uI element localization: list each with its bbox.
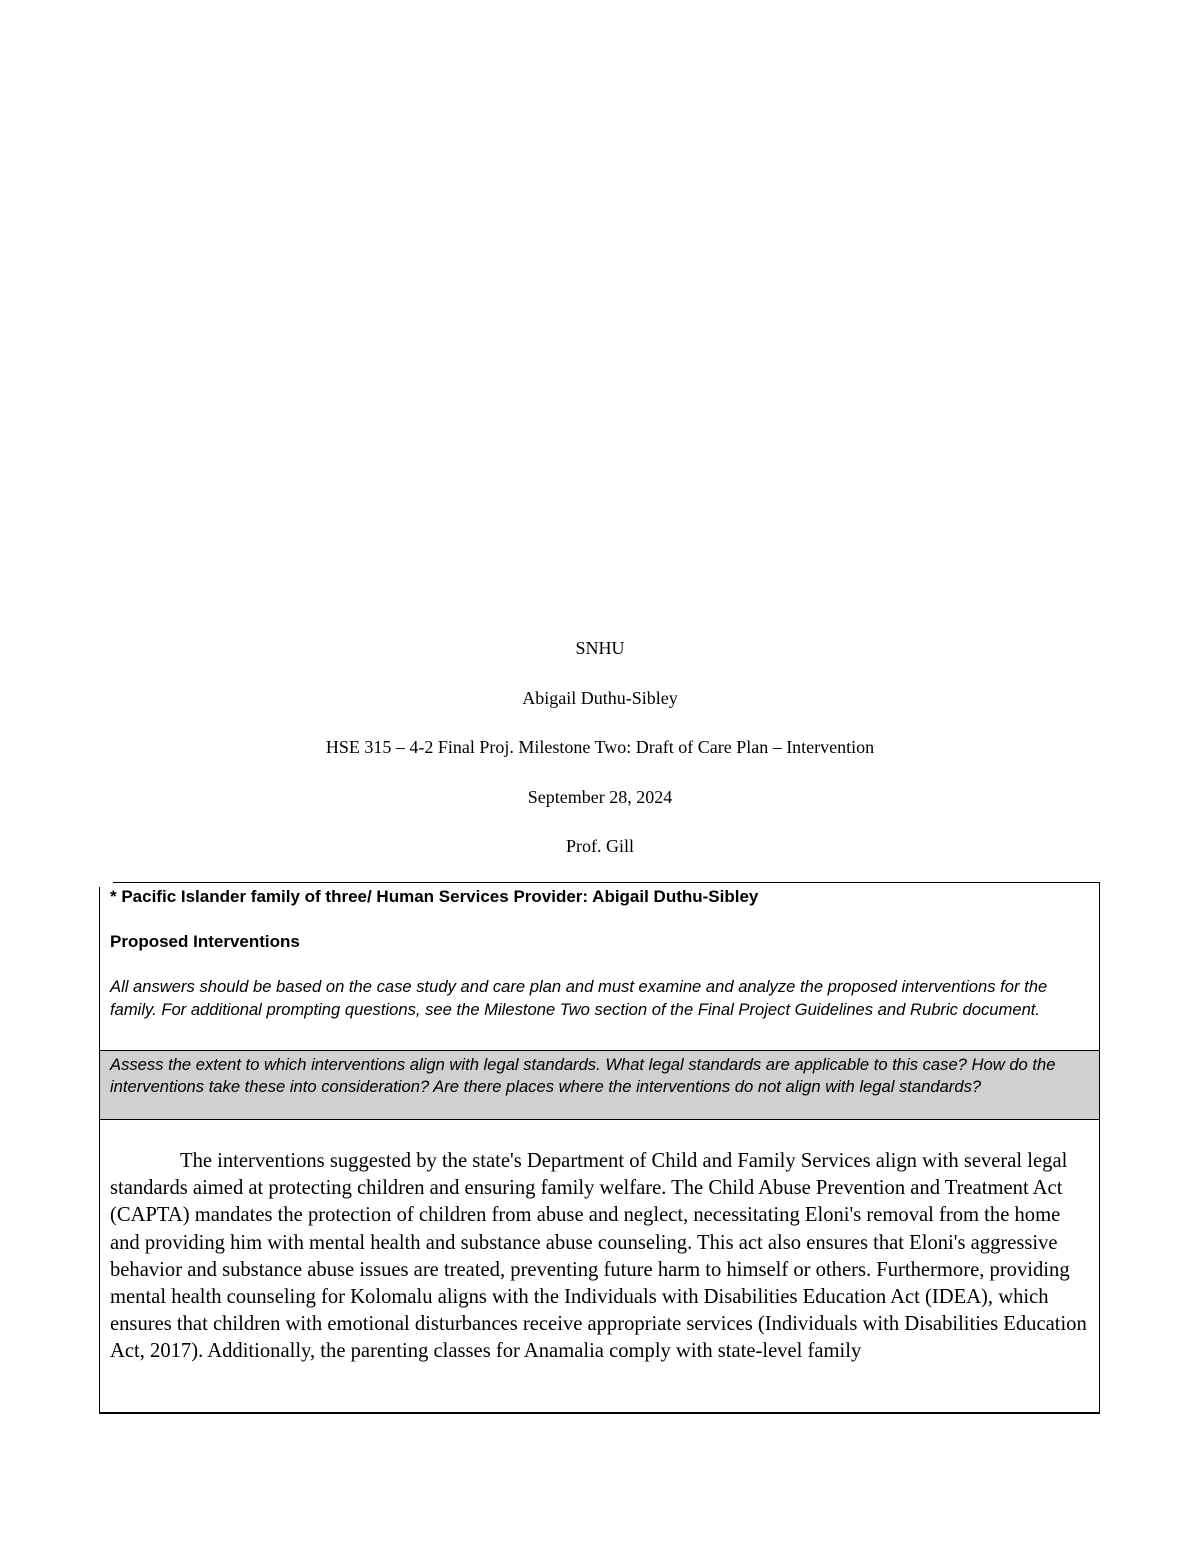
title-page bbox=[0, 634, 1200, 882]
response-text: The interventions suggested by the state's Department of Child and Family Services align with several legal standards aimed at protecting children and ensuring family welfare. The Child Abuse Prevention and Treatment Act (CAPTA) mandates the protection of children from abuse and neglect, necessitating Eloni's removal from the home and providing him with mental health and substance abuse counseling. This act also ensures that Eloni's aggressive behavior and substance abuse issues are treated, preventing future harm to himself or others. Furthermore, providing mental health counseling for Kolomalu aligns with the Individuals with Disabilities Education Act (IDEA), which ensures that children with emotional disturbances receive appropriate services (Individuals with Disabilities Education Act, 2017). Additionally, the parenting classes for Anamalia comply with state-level family bbox=[110, 1150, 1087, 1363]
section-title: Proposed Interventions bbox=[110, 932, 300, 951]
submission-date: September 28, 2024 bbox=[527, 786, 673, 807]
care-plan-header-cell bbox=[100, 883, 1099, 1051]
prompt-text: Assess the extent to which interventions align with legal standards. What legal standards are applicable to this case? How do the interventions take these into consideration? Are there places where the interventions do not align with legal standards? bbox=[110, 1055, 1056, 1096]
provider-line: * Pacific Islander family of three/ Human Services Provider: Abigail Duthu-Sibley bbox=[110, 887, 759, 906]
prompt-cell bbox=[100, 1051, 1099, 1120]
care-plan-table bbox=[99, 882, 1100, 1414]
institution-name: SNHU bbox=[575, 638, 625, 658]
assignment-title: HSE 315 – 4-2 Final Proj. Milestone Two: Draft of Care Plan – Intervention bbox=[325, 737, 875, 757]
table-corner-mark bbox=[99, 882, 113, 887]
instructor-name: Prof. Gill bbox=[565, 836, 634, 856]
author-name: Abigail Duthu-Sibley bbox=[522, 687, 678, 708]
response-cell bbox=[100, 1120, 1099, 1412]
instructions-text: All answers should be based on the case study and care plan and must examine and analyze the proposed interventions for the family. For additional prompting questions, see the Milestone Two section of the Final Project Guidelines and Rubric document. bbox=[110, 977, 1048, 1019]
